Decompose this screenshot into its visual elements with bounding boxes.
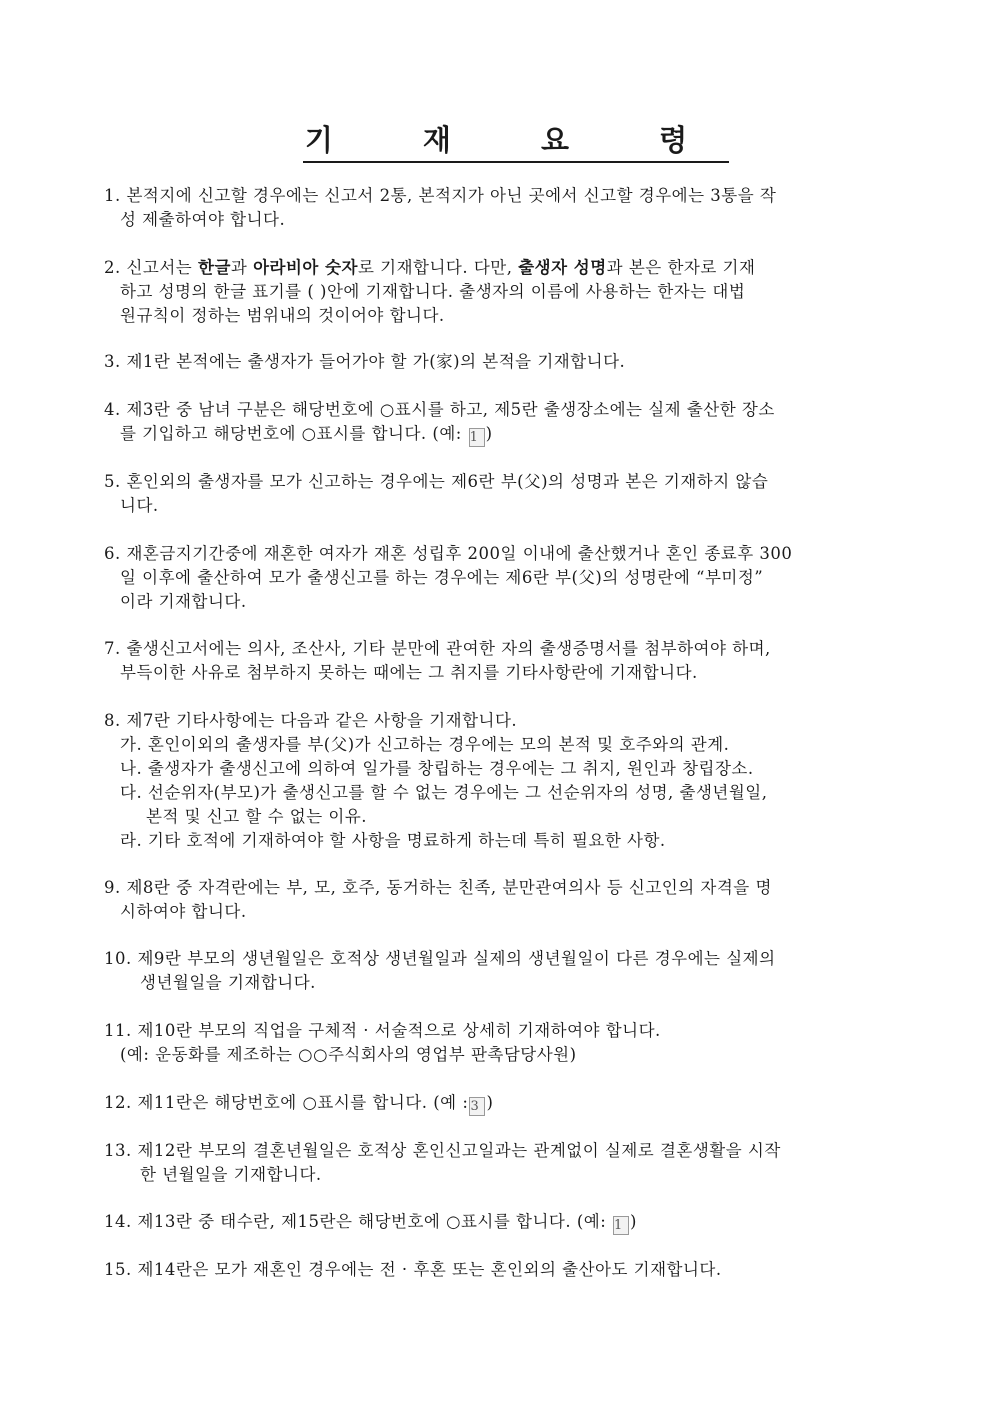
sub-item-na: 나. 출생자가 출생신고에 의하여 일가를 창립하는 경우에는 그 취지, 원인과 창립장소. bbox=[120, 759, 754, 778]
instruction-item-10: 10. 제9란 부모의 생년월일은 호적상 생년월일과 실제의 생년월일이 다른 경우에는 실제의 생년월일을 기재합니다. bbox=[104, 949, 776, 992]
sub-item-da: 다. 선순위자(부모)가 출생신고를 할 수 없는 경우에는 그 선순위자의 성명, 출생년월일, bbox=[120, 783, 768, 802]
instruction-item-4: 4. 제3란 중 남녀 구분은 해당번호에 ○표시를 하고, 제5란 출생장소에는 실제 출산한 장소 를 기입하고 해당번호에 ○표시를 합니다. (예: 1 ) bbox=[104, 400, 775, 445]
instruction-item-13: 13. 제12란 부모의 결혼년월일은 호적상 혼인신고일과는 관계없이 실제로 결혼생활을 시작 한 년월일을 기재합니다. bbox=[104, 1141, 781, 1184]
sub-item-ra: 라. 기타 호적에 기재하여야 할 사항을 명료하게 하는데 특히 필요한 사항. bbox=[120, 831, 666, 850]
example-box: 3 bbox=[469, 1097, 485, 1116]
example-box: 1 bbox=[469, 428, 485, 447]
instruction-item-3: 3. 제1란 본적에는 출생자가 들어가야 할 가(家)의 본적을 기재합니다. bbox=[104, 352, 626, 371]
instruction-item-9: 9. 제8란 중 자격란에는 부, 모, 호주, 동거하는 친족, 분만관여의사 등 신고인의 자격을 명 시하여야 합니다. bbox=[104, 878, 772, 921]
instruction-item-7: 7. 출생신고서에는 의사, 조산사, 기타 분만에 관여한 자의 출생증명서를 첨부하여야 하며, 부득이한 사유로 첨부하지 못하는 때에는 그 취지를 기타사항란에 기재합니다. bbox=[104, 639, 771, 682]
example-box: 1 bbox=[613, 1216, 629, 1235]
sub-item-ga: 가. 혼인이외의 출생자를 부(父)가 신고하는 경우에는 모의 본적 및 호주와의 관계. bbox=[120, 735, 730, 754]
instruction-item-8: 8. 제7란 기타사항에는 다음과 같은 사항을 기재합니다. 가. 혼인이외의 출생자를 부(父)가 신고하는 경우에는 모의 본적 및 호주와의 관계. 나. 출생자가 출생신고에 의하여 일가를 창립하는 경우에는 그 취지, 원인과 창립장소. 다. 선순위자(부모)가 출생신고를 할 수 없는 경우에는 그 선순위자의 성명, 출생년월일, 본적 및 신고 할 수 없는 이유. 라. 기타 호적에 기재하여야 할 사항을 명료하게 하는데 특히 필요한 사항. bbox=[104, 709, 908, 853]
instruction-item-12: 12. 제11란은 해당번호에 ○표시를 합니다. (예 : 3 ) bbox=[104, 1093, 494, 1114]
instruction-item-14: 14. 제13란 중 태수란, 제15란은 해당번호에 ○표시를 합니다. (예: 1 ) bbox=[104, 1212, 637, 1233]
instruction-item-1: 1. 본적지에 신고할 경우에는 신고서 2통, 본적지가 아닌 곳에서 신고할 경우에는 3통을 작 성 제출하여야 합니다. bbox=[104, 186, 777, 229]
document-title: 기 재 요 령 bbox=[0, 118, 992, 163]
instruction-item-11: 11. 제10란 부모의 직업을 구체적 · 서술적으로 상세히 기재하여야 합니다. (예: 운동화를 제조하는 ○○주식회사의 영업부 판촉담당사원) bbox=[104, 1021, 661, 1064]
instruction-item-2: 2. 신고서는 한글과 아라비아 숫자로 기재합니다. 다만, 출생자 성명과 본은 한자로 기재 하고 성명의 한글 표기를 ( )안에 기재합니다. 출생자의 이름에 사용하는 한자는 대법 원규칙이 정하는 범위내의 것이어야 합니다. bbox=[104, 258, 756, 325]
instruction-item-5: 5. 혼인외의 출생자를 모가 신고하는 경우에는 제6란 부(父)의 성명과 본은 기재하지 않습 니다. bbox=[104, 472, 769, 515]
instruction-item-6: 6. 재혼금지기간중에 재혼한 여자가 재혼 성립후 200일 이내에 출산했거나 혼인 종료후 300 일 이후에 출산하여 모가 출생신고를 하는 경우에는 제6란 부(父)의 성명란에 “부미정” 이라 기재합니다. bbox=[104, 544, 793, 611]
instruction-item-15: 15. 제14란은 모가 재혼인 경우에는 전 · 후혼 또는 혼인외의 출산아도 기재합니다. bbox=[104, 1260, 722, 1279]
